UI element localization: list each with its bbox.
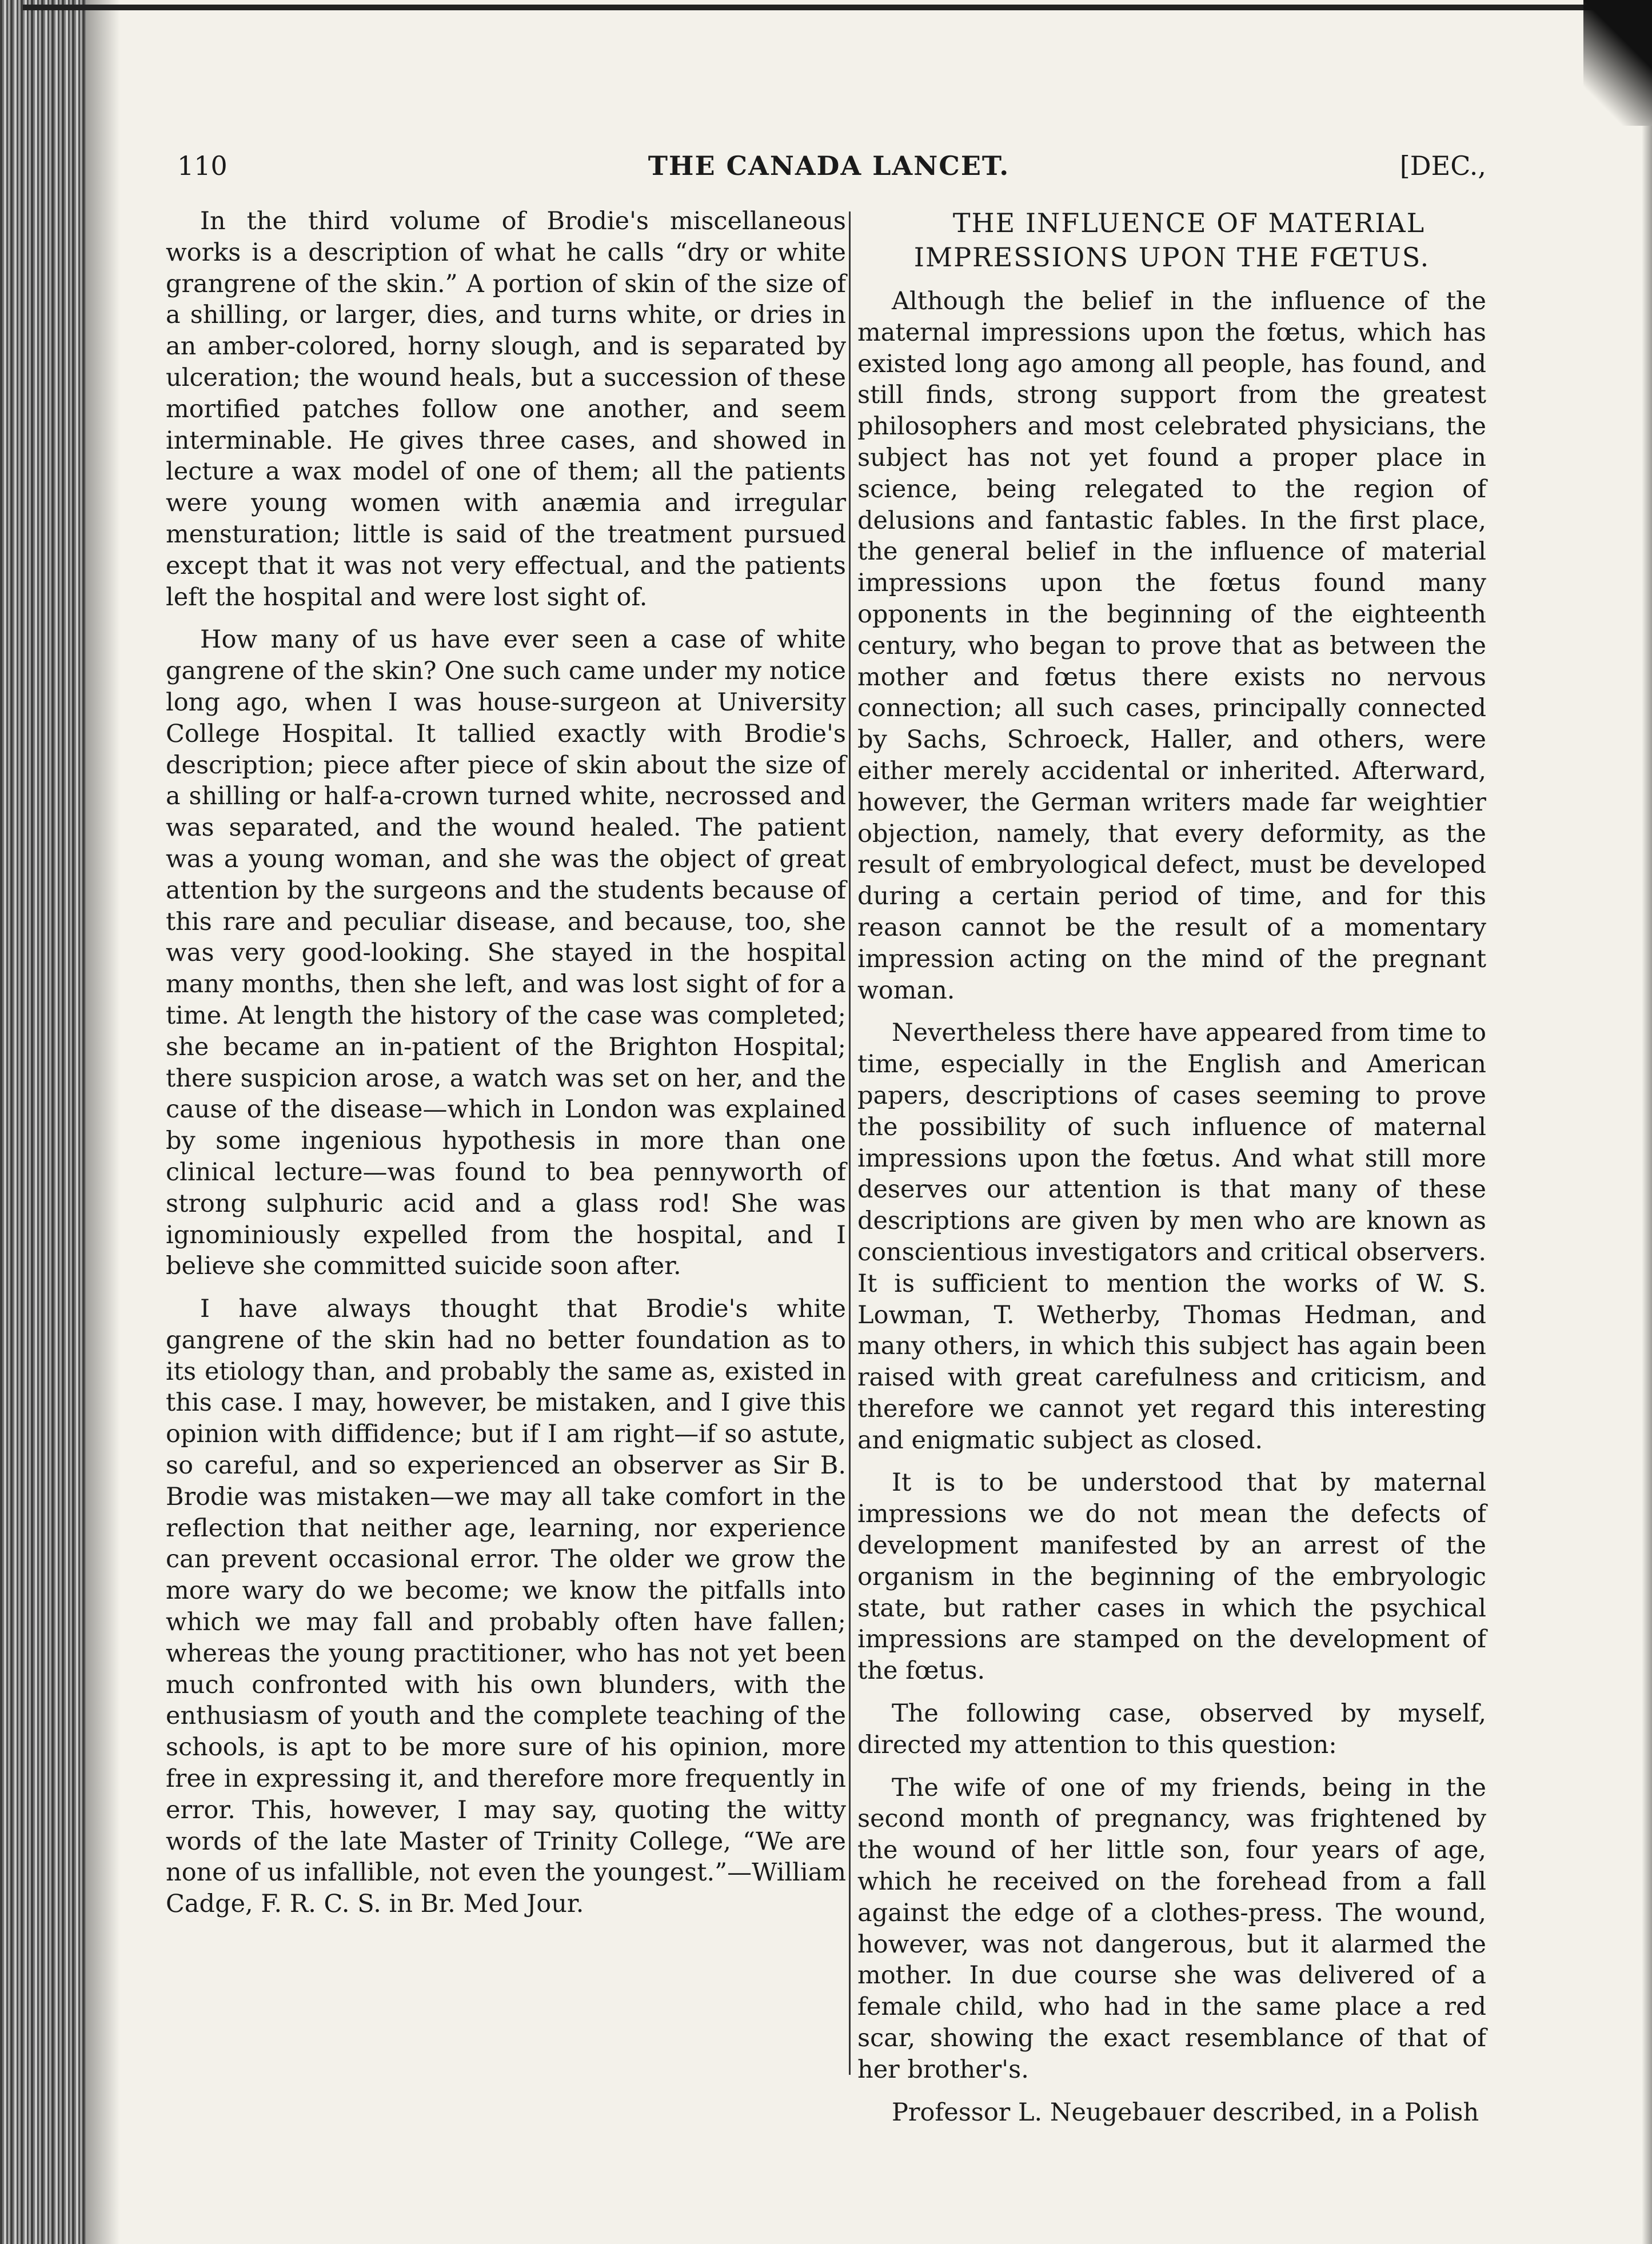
right-paragraph-1: Although the belief in the influence of the maternal impressions upon the fœtus, which has existed long ago among all people, has found, and still finds, strong support from the greatest philosophers and most celebrated physicians, the subject has not yet found a proper place in science, being relegated to the region of delusions and fantastic fables. In the first place, the general belief in the influence of material impressions upon the fœtus found many opponents in the beginning of the eighteenth century, who began to prove that as between the mother and fœtus there exists no nervous connection; all such cases, principally connected by Sachs, Schroeck, Haller, and others, were either merely accidental or inherited. Afterward, however, the German writers made far weightier objection, namely, that every deformity, as the result of embryological defect, must be developed during a certain period of time, and for this reason cannot be the result of a momentary impression acting on the mind of the pregnant woman. <box>857 287 1486 1005</box>
journal-title: THE CANADA LANCET. <box>648 150 1010 181</box>
right-paragraph-5: The wife of one of my friends, being in the second month of pregnancy, was frightened by the wound of her little son, four years of age, which he received on the forehead from a fall against the edge of a clothes-press. The wound, however, was not dangerous, but it alarmed the mother. In due course she was delivered of a female child, who had in the same place a red scar, showing the exact resemblance of that of her brother's. <box>857 1773 1486 2084</box>
right-paragraph-3: It is to be understood that by maternal impressions we do not mean the defects of development manifested by an arrest of the organism in the beginning of the embryologic state, but rather cases in which the psychical impressions are stamped on the development of the fœtus. <box>857 1468 1486 1686</box>
top-page-edge <box>23 5 1623 10</box>
right-paragraph-6: Professor L. Neugebauer described, in a Polish <box>892 2098 1479 2127</box>
binding-shadow <box>86 0 120 2244</box>
left-paragraph-2: How many of us have ever seen a case of white gangrene of the skin? One such came under my notice long ago, when I was house-surgeon at University College Hospital. It tallied exactly with Brodie's description; piece after piece of skin about the size of a shilling or half-a-crown turned white, necrossed and was separated, and the wound healed. The patient was a young woman, and she was the object of great attention by the surgeons and the students because of this rare and peculiar disease, and because, too, she was very good-looking. She stayed in the hospital many months, then she left, and was lost sight of for a time. At length the history of the case was completed; she became an in-patient of the Brighton Hospital; there suspicion arose, a watch was set on her, and the cause of the disease—which in London was explained by some ingenious hypothesis in more than one clinical lecture—was found to bea pennyworth of strong sulphuric acid and a glass rod! She was ignominiously expelled from the hospital, and I believe she committed suicide soon after. <box>166 625 846 1281</box>
article-title: THE INFLUENCE OF MATERIAL IMPRESSIONS UPON THE FŒTUS. <box>913 207 1430 273</box>
corner-scan-shadow <box>1583 0 1652 126</box>
right-page-edge <box>1642 126 1652 2244</box>
issue-label: [DEC., <box>1399 150 1486 181</box>
left-paragraph-1: In the third volume of Brodie's miscellaneous works is a description of what he calls “dry or white grangrene of the skin.” A portion of skin of the size of a shilling, or larger, dies, and turns white, or dries in an amber-colored, horny slough, and is separated by ulceration; the wound heals, but a succession of these mortified patches follow one another, and seem interminable. He gives three cases, and showed in lecture a wax model of one of them; all the patients were young women with anæmia and irregular mensturation; little is said of the treatment pursued except that it was not very effectual, and the patients left the hospital and were lost sight of. <box>166 207 846 612</box>
right-paragraph-4: The following case, observed by myself, directed my attention to this question: <box>857 1699 1486 1759</box>
page-header <box>171 146 1486 191</box>
left-column <box>166 206 846 1931</box>
right-column <box>857 206 1486 2139</box>
page-number: 110 <box>177 150 228 181</box>
left-paragraph-3: I have always thought that Brodie's white gangrene of the skin had no better foundation as to its etiology than, and probably the same as, existed in this case. I may, however, be mistaken, and I give this opinion with diffidence; but if I am right—if so astute, so careful, and so experienced an observer as Sir B. Brodie was mistaken—we may all take comfort in the reflection that neither age, learning, nor experience can prevent occasional error. The older we grow the more wary do we become; we know the pitfalls into which we may fall and probably often have fallen; whereas the young practitioner, who has not yet been much confronted with his own blunders, with the enthusiasm of youth and the complete teaching of the schools, is apt to be more sure of his opinion, more free in expressing it, and therefore more frequently in error. This, however, I may say, quoting the witty words of the late Master of Trinity College, “We are none of us infallible, not even the youngest.”—William Cadge, F. R. C. S. in Br. Med Jour. <box>166 1295 846 1919</box>
book-binding-edge <box>0 0 86 2244</box>
column-divider <box>849 211 851 2075</box>
right-paragraph-2: Nevertheless there have appeared from time to time, especially in the English and American papers, descriptions of cases seeming to prove the possibility of such influence of maternal impressions upon the fœtus. And what still more deserves our attention is that many of these descriptions are given by men who are known as conscientious investigators and critical observers. It is sufficient to mention the works of W. S. Lowman, T. Wetherby, Thomas Hedman, and many others, in which this subject has again been raised with great carefulness and criticism, and therefore we cannot yet regard this interesting and enigmatic subject as closed. <box>857 1019 1486 1455</box>
